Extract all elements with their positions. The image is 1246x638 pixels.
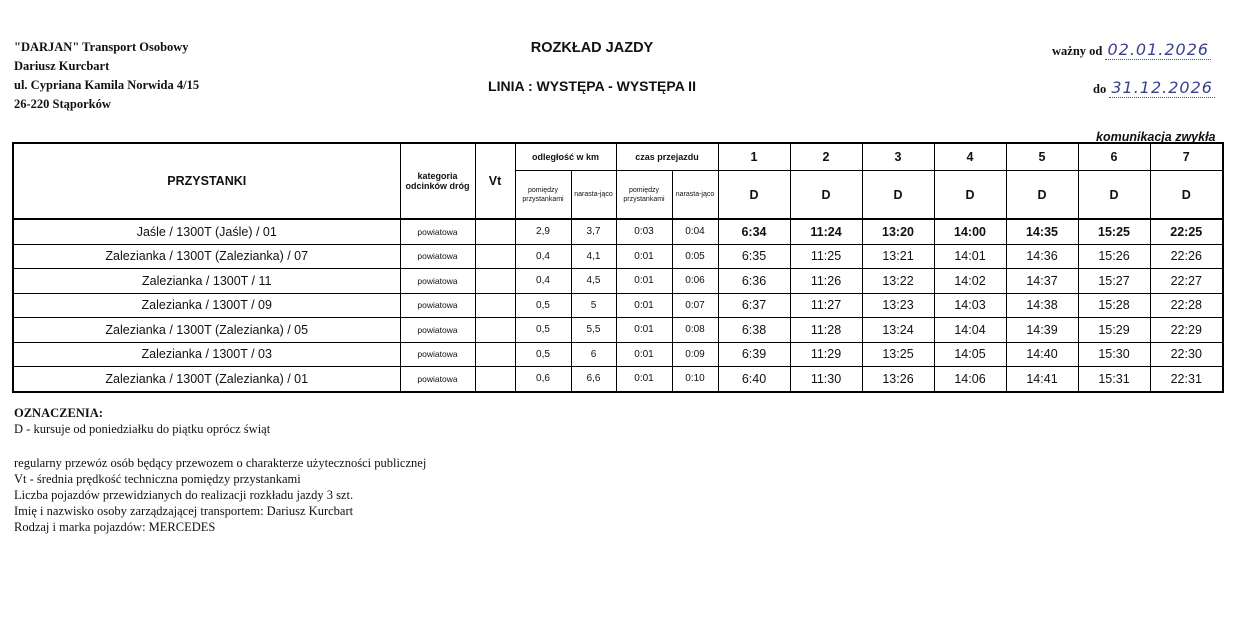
distance-cumulative: 6,6 — [571, 367, 616, 392]
time-between: 0:01 — [616, 367, 672, 392]
notes-line-1: regularny przewóz osób będący przewozem o charakterze użyteczności publicznej — [14, 456, 427, 470]
departure-time-course-4: 14:06 — [934, 367, 1006, 392]
departure-time-course-1: 6:36 — [718, 269, 790, 294]
company-name: "DARJAN" Transport Osobowy — [14, 40, 189, 54]
notes — [14, 405, 426, 535]
departure-time-course-3: 13:21 — [862, 244, 934, 269]
timetable-body — [13, 219, 1223, 392]
time-between: 0:03 — [616, 219, 672, 244]
distance-between: 0,4 — [515, 269, 571, 294]
header-distance: odległość w km — [515, 143, 616, 171]
departure-time-course-7: 22:31 — [1150, 367, 1223, 392]
table-row — [13, 244, 1223, 269]
header-course-5: 5 — [1006, 143, 1078, 171]
course-code-7: D — [1150, 171, 1223, 220]
departure-time-course-5: 14:36 — [1006, 244, 1078, 269]
company-city: 26-220 Stąporków — [14, 97, 111, 111]
stop-name: Zalezianka / 1300T / 09 — [13, 293, 400, 318]
vt-value — [475, 318, 515, 343]
road-category: powiatowa — [400, 244, 475, 269]
valid-to — [1093, 78, 1215, 97]
departure-time-course-3: 13:23 — [862, 293, 934, 318]
stop-name: Zalezianka / 1300T (Zalezianka) / 05 — [13, 318, 400, 343]
departure-time-course-3: 13:24 — [862, 318, 934, 343]
time-between: 0:01 — [616, 244, 672, 269]
departure-time-course-4: 14:00 — [934, 219, 1006, 244]
valid-to-label: do — [1093, 82, 1107, 96]
departure-time-course-6: 15:25 — [1078, 219, 1150, 244]
course-code-3: D — [862, 171, 934, 220]
stop-name: Jaśle / 1300T (Jaśle) / 01 — [13, 219, 400, 244]
departure-time-course-5: 14:39 — [1006, 318, 1078, 343]
header-time-cumulative: narasta-jąco — [672, 171, 718, 220]
notes-heading: OZNACZENIA: — [14, 406, 103, 420]
departure-time-course-6: 15:31 — [1078, 367, 1150, 392]
departure-time-course-3: 13:25 — [862, 342, 934, 367]
header-category: kategoria odcinków dróg — [400, 143, 475, 219]
departure-time-course-6: 15:26 — [1078, 244, 1150, 269]
valid-to-date: 31.12.2026 — [1111, 78, 1213, 97]
departure-time-course-3: 13:20 — [862, 219, 934, 244]
road-category: powiatowa — [400, 342, 475, 367]
departure-time-course-1: 6:39 — [718, 342, 790, 367]
header-course-1: 1 — [718, 143, 790, 171]
departure-time-course-2: 11:25 — [790, 244, 862, 269]
stop-name: Zalezianka / 1300T / 03 — [13, 342, 400, 367]
departure-time-course-5: 14:35 — [1006, 219, 1078, 244]
valid-from-label: ważny od — [1052, 44, 1103, 58]
departure-time-course-1: 6:37 — [718, 293, 790, 318]
departure-time-course-1: 6:35 — [718, 244, 790, 269]
document-title: ROZKŁAD JAZDY — [530, 40, 654, 56]
time-between: 0:01 — [616, 318, 672, 343]
time-cumulative: 0:10 — [672, 367, 718, 392]
vt-value — [475, 269, 515, 294]
vt-value — [475, 367, 515, 392]
header-stops: PRZYSTANKI — [13, 143, 400, 219]
time-cumulative: 0:07 — [672, 293, 718, 318]
stop-name: Zalezianka / 1300T (Zalezianka) / 01 — [13, 367, 400, 392]
course-code-5: D — [1006, 171, 1078, 220]
road-category: powiatowa — [400, 367, 475, 392]
header-course-2: 2 — [790, 143, 862, 171]
departure-time-course-6: 15:30 — [1078, 342, 1150, 367]
departure-time-course-7: 22:30 — [1150, 342, 1223, 367]
distance-between: 0,5 — [515, 318, 571, 343]
departure-time-course-1: 6:38 — [718, 318, 790, 343]
time-between: 0:01 — [616, 342, 672, 367]
departure-time-course-1: 6:40 — [718, 367, 790, 392]
road-category: powiatowa — [400, 318, 475, 343]
departure-time-course-2: 11:28 — [790, 318, 862, 343]
departure-time-course-2: 11:30 — [790, 367, 862, 392]
course-code-4: D — [934, 171, 1006, 220]
course-code-1: D — [718, 171, 790, 220]
time-cumulative: 0:05 — [672, 244, 718, 269]
header-distance-cumulative: narasta-jąco — [571, 171, 616, 220]
distance-cumulative: 5,5 — [571, 318, 616, 343]
notes-line-3: Liczba pojazdów przewidzianych do realizacji rozkładu jazdy 3 szt. — [14, 488, 354, 502]
departure-time-course-6: 15:29 — [1078, 318, 1150, 343]
course-code-6: D — [1078, 171, 1150, 220]
time-cumulative: 0:08 — [672, 318, 718, 343]
distance-between: 0,5 — [515, 342, 571, 367]
departure-time-course-4: 14:02 — [934, 269, 1006, 294]
company-street: ul. Cypriana Kamila Norwida 4/15 — [14, 78, 200, 92]
table-row — [13, 318, 1223, 343]
departure-time-course-2: 11:29 — [790, 342, 862, 367]
header-time-between: pomiędzy przystankami — [616, 171, 672, 220]
header-course-3: 3 — [862, 143, 934, 171]
distance-cumulative: 4,5 — [571, 269, 616, 294]
departure-time-course-3: 13:26 — [862, 367, 934, 392]
time-cumulative: 0:09 — [672, 342, 718, 367]
departure-time-course-6: 15:27 — [1078, 269, 1150, 294]
vt-value — [475, 219, 515, 244]
stop-name: Zalezianka / 1300T (Zalezianka) / 07 — [13, 244, 400, 269]
line-title: LINIA : WYSTĘPA - WYSTĘPA II — [488, 78, 696, 94]
table-row — [13, 219, 1223, 244]
departure-time-course-2: 11:24 — [790, 219, 862, 244]
departure-time-course-7: 22:29 — [1150, 318, 1223, 343]
time-cumulative: 0:06 — [672, 269, 718, 294]
course-code-2: D — [790, 171, 862, 220]
vt-value — [475, 293, 515, 318]
departure-time-course-3: 13:22 — [862, 269, 934, 294]
notes-line-4: Imię i nazwisko osoby zarządzającej transportem: Dariusz Kurcbart — [14, 504, 354, 518]
departure-time-course-6: 15:28 — [1078, 293, 1150, 318]
distance-cumulative: 6 — [571, 342, 616, 367]
valid-from-date: 02.01.2026 — [1107, 40, 1210, 59]
time-between: 0:01 — [616, 293, 672, 318]
distance-between: 2,9 — [515, 219, 571, 244]
header-course-6: 6 — [1078, 143, 1150, 171]
departure-time-course-4: 14:05 — [934, 342, 1006, 367]
departure-time-course-5: 14:40 — [1006, 342, 1078, 367]
departure-time-course-4: 14:03 — [934, 293, 1006, 318]
table-row — [13, 367, 1223, 392]
distance-cumulative: 5 — [571, 293, 616, 318]
road-category: powiatowa — [400, 219, 475, 244]
header-course-4: 4 — [934, 143, 1006, 171]
departure-time-course-7: 22:26 — [1150, 244, 1223, 269]
departure-time-course-5: 14:38 — [1006, 293, 1078, 318]
distance-between: 0,5 — [515, 293, 571, 318]
vt-value — [475, 244, 515, 269]
header-time: czas przejazdu — [616, 143, 718, 171]
vt-value — [475, 342, 515, 367]
departure-time-course-5: 14:37 — [1006, 269, 1078, 294]
company-owner: Dariusz Kurcbart — [14, 59, 110, 73]
departure-time-course-5: 14:41 — [1006, 367, 1078, 392]
stop-name: Zalezianka / 1300T / 11 — [13, 269, 400, 294]
timetable — [12, 142, 1224, 393]
table-row — [13, 269, 1223, 294]
departure-time-course-2: 11:26 — [790, 269, 862, 294]
departure-time-course-1: 6:34 — [718, 219, 790, 244]
header-course-7: 7 — [1150, 143, 1223, 171]
table-row — [13, 342, 1223, 367]
valid-from — [1052, 40, 1211, 59]
departure-time-course-7: 22:25 — [1150, 219, 1223, 244]
departure-time-course-7: 22:28 — [1150, 293, 1223, 318]
time-cumulative: 0:04 — [672, 219, 718, 244]
header-distance-between: pomiędzy przystankami — [515, 171, 571, 220]
distance-between: 0,6 — [515, 367, 571, 392]
header-vt: Vt — [475, 143, 515, 219]
departure-time-course-4: 14:04 — [934, 318, 1006, 343]
distance-between: 0,4 — [515, 244, 571, 269]
distance-cumulative: 3,7 — [571, 219, 616, 244]
communication-type: komunikacja zwykła — [1096, 130, 1216, 144]
departure-time-course-2: 11:27 — [790, 293, 862, 318]
notes-line-2: Vt - średnia prędkość techniczna pomiędzy przystankami — [14, 472, 301, 486]
road-category: powiatowa — [400, 293, 475, 318]
road-category: powiatowa — [400, 269, 475, 294]
distance-cumulative: 4,1 — [571, 244, 616, 269]
departure-time-course-7: 22:27 — [1150, 269, 1223, 294]
notes-d-legend: D - kursuje od poniedziałku do piątku oprócz świąt — [14, 422, 271, 436]
time-between: 0:01 — [616, 269, 672, 294]
departure-time-course-4: 14:01 — [934, 244, 1006, 269]
notes-line-5: Rodzaj i marka pojazdów: MERCEDES — [14, 520, 216, 534]
table-row — [13, 293, 1223, 318]
